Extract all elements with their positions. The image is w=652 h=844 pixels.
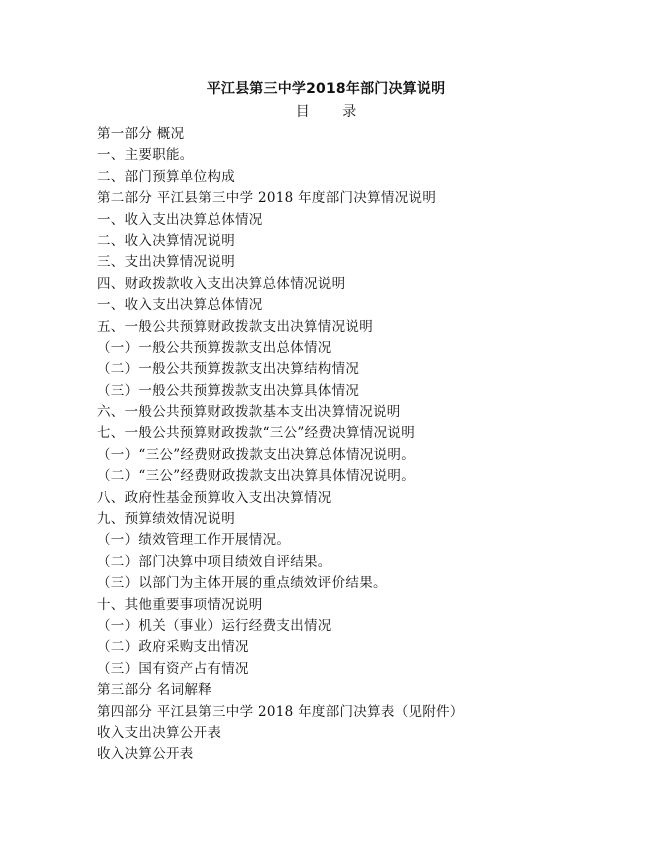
toc-item: （二）部门决算中项目绩效自评结果。 [97,553,332,570]
toc-item: 四、财政拨款收入支出决算总体情况说明 [97,275,346,292]
toc-item: （一）“三公”经费财政拨款支出决算总体情况说明。 [97,446,416,463]
page-title: 平江县第三中学2018年部门决算说明 [206,81,446,97]
toc-item: 十、其他重要事项情况说明 [97,596,263,613]
toc-item: （二）政府采购支出情况 [97,639,249,656]
toc-item: 三、支出决算情况说明 [97,254,235,271]
toc-item: 第四部分 平江县第三中学 2018 年度部门决算表（见附件） [97,703,464,720]
toc-item: 收入支出决算公开表 [97,724,222,741]
toc-item: 一、主要职能。 [97,147,194,164]
toc-list [97,124,617,766]
toc-item: （一）绩效管理工作开展情况。 [97,532,291,549]
toc-item: （二）“三公”经费财政拨款支出决算具体情况说明。 [97,468,416,485]
toc-item: 五、一般公共预算财政拨款支出决算情况说明 [97,318,373,335]
toc-item: （三）国有资产占有情况 [97,660,249,677]
toc-item: 九、预算绩效情况说明 [97,511,235,528]
toc-item: （三）一般公共预算拨款支出决算具体情况 [97,382,360,399]
toc-item: 六、一般公共预算财政拨款基本支出决算情况说明 [97,404,401,421]
toc-item: 第一部分 概况 [97,126,185,142]
toc-item: 二、部门预算单位构成 [97,168,235,185]
toc-item: 八、政府性基金预算收入支出决算情况 [97,489,332,506]
toc-item: 七、一般公共预算财政拨款“三公”经费决算情况说明 [97,425,416,442]
toc-item: （一）一般公共预算拨款支出总体情况 [97,339,332,356]
toc-item: （一）机关（事业）运行经费支出情况 [97,617,332,634]
toc-item: （二）一般公共预算拨款支出决算结构情况 [97,361,360,378]
toc-item: 一、收入支出决算总体情况 [97,211,263,228]
toc-item: 收入决算公开表 [97,746,194,763]
toc-item: 第三部分 名词解释 [97,682,212,699]
toc-item: 第二部分 平江县第三中学 2018 年度部门决算情况说明 [97,190,437,207]
toc-heading: 目 录 [295,104,371,120]
toc-item: （三）以部门为主体开展的重点绩效评价结果。 [97,575,387,592]
toc-item: 一、收入支出决算总体情况 [97,297,263,314]
toc-item: 二、收入决算情况说明 [97,232,235,249]
